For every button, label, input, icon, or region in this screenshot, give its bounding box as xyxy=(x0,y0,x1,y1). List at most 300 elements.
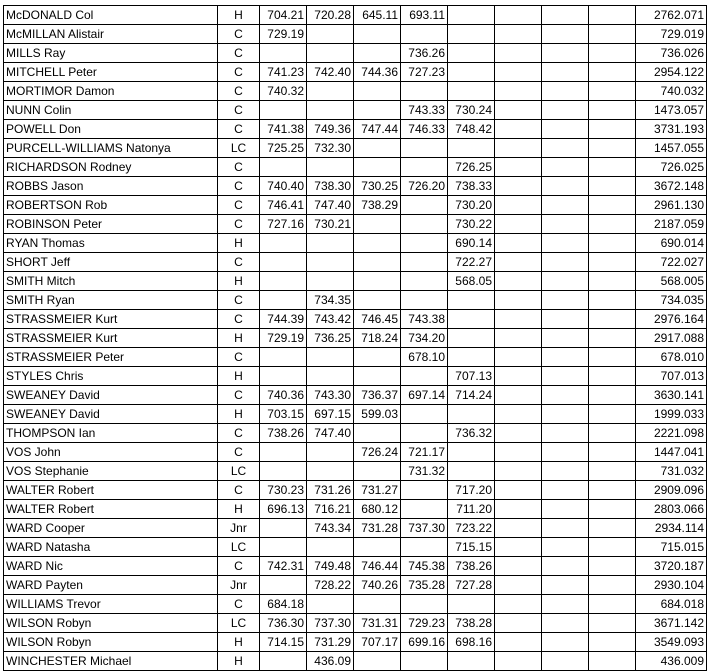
score-cell xyxy=(354,253,401,272)
score-cell xyxy=(542,139,589,158)
score-cell xyxy=(589,538,636,557)
class-cell: C xyxy=(218,120,260,139)
score-cell: 740.36 xyxy=(260,386,307,405)
score-cell xyxy=(495,291,542,310)
class-cell: LC xyxy=(218,462,260,481)
score-cell: 744.36 xyxy=(354,63,401,82)
competitor-name: MITCHELL Peter xyxy=(4,63,218,82)
class-cell: LC xyxy=(218,139,260,158)
total-cell: 3672.148 xyxy=(636,177,707,196)
score-cell xyxy=(495,500,542,519)
score-cell xyxy=(495,177,542,196)
table-row xyxy=(4,595,707,614)
table-row xyxy=(4,652,707,671)
score-cell: 740.40 xyxy=(260,177,307,196)
score-cell xyxy=(401,291,448,310)
score-cell xyxy=(354,595,401,614)
score-cell xyxy=(495,310,542,329)
score-cell xyxy=(589,196,636,215)
score-cell xyxy=(354,25,401,44)
score-cell: 736.32 xyxy=(448,424,495,443)
total-cell: 2934.114 xyxy=(636,519,707,538)
score-cell: 747.40 xyxy=(307,424,354,443)
score-cell xyxy=(401,538,448,557)
score-cell: 742.40 xyxy=(307,63,354,82)
score-cell xyxy=(401,595,448,614)
competitor-name: RICHARDSON Rodney xyxy=(4,158,218,177)
score-cell xyxy=(542,348,589,367)
score-cell xyxy=(401,481,448,500)
competitor-name: SMITH Mitch xyxy=(4,272,218,291)
competitor-name: WARD Cooper xyxy=(4,519,218,538)
competitor-name: McDONALD Col xyxy=(4,6,218,25)
score-cell xyxy=(589,462,636,481)
table-row xyxy=(4,6,707,25)
score-cell xyxy=(307,44,354,63)
score-cell xyxy=(542,424,589,443)
score-cell xyxy=(542,253,589,272)
total-cell: 3630.141 xyxy=(636,386,707,405)
score-cell xyxy=(495,481,542,500)
score-cell xyxy=(542,82,589,101)
score-cell xyxy=(260,519,307,538)
score-cell: 727.16 xyxy=(260,215,307,234)
score-cell: 726.25 xyxy=(448,158,495,177)
score-cell: 726.20 xyxy=(401,177,448,196)
score-cell: 699.16 xyxy=(401,633,448,652)
score-cell xyxy=(260,443,307,462)
score-cell: 715.15 xyxy=(448,538,495,557)
score-cell xyxy=(401,405,448,424)
score-cell xyxy=(307,82,354,101)
competitor-name: WALTER Robert xyxy=(4,500,218,519)
score-cell xyxy=(260,291,307,310)
total-cell: 736.026 xyxy=(636,44,707,63)
score-cell: 731.29 xyxy=(307,633,354,652)
class-cell: C xyxy=(218,101,260,120)
total-cell: 2976.164 xyxy=(636,310,707,329)
score-cell: 748.42 xyxy=(448,120,495,139)
score-cell: 727.23 xyxy=(401,63,448,82)
score-cell xyxy=(589,652,636,671)
score-cell xyxy=(260,158,307,177)
score-cell: 734.20 xyxy=(401,329,448,348)
score-cell xyxy=(495,443,542,462)
score-cell xyxy=(589,424,636,443)
competitor-name: SWEANEY David xyxy=(4,405,218,424)
total-cell: 1999.033 xyxy=(636,405,707,424)
score-cell xyxy=(542,291,589,310)
score-cell xyxy=(495,386,542,405)
total-cell: 1473.057 xyxy=(636,101,707,120)
total-cell: 3720.187 xyxy=(636,557,707,576)
score-cell: 729.19 xyxy=(260,329,307,348)
score-cell xyxy=(542,101,589,120)
score-cell: 741.38 xyxy=(260,120,307,139)
score-cell: 743.30 xyxy=(307,386,354,405)
score-cell xyxy=(542,443,589,462)
score-cell: 718.24 xyxy=(354,329,401,348)
score-cell xyxy=(589,6,636,25)
class-cell: C xyxy=(218,424,260,443)
score-cell xyxy=(495,462,542,481)
table-row xyxy=(4,215,707,234)
score-cell xyxy=(495,158,542,177)
score-cell xyxy=(495,576,542,595)
table-row xyxy=(4,272,707,291)
class-cell: Jnr xyxy=(218,519,260,538)
score-cell: 727.28 xyxy=(448,576,495,595)
score-cell xyxy=(542,234,589,253)
score-cell xyxy=(495,63,542,82)
table-row xyxy=(4,557,707,576)
score-cell xyxy=(542,557,589,576)
score-cell: 737.30 xyxy=(307,614,354,633)
score-cell xyxy=(307,101,354,120)
table-row xyxy=(4,234,707,253)
score-cell: 697.14 xyxy=(401,386,448,405)
score-cell: 730.25 xyxy=(354,177,401,196)
results-rows xyxy=(4,6,707,671)
class-cell: C xyxy=(218,291,260,310)
competitor-name: WINCHESTER Michael xyxy=(4,652,218,671)
score-cell xyxy=(542,158,589,177)
score-cell xyxy=(542,215,589,234)
score-cell: 740.32 xyxy=(260,82,307,101)
table-row xyxy=(4,500,707,519)
score-cell xyxy=(542,177,589,196)
score-cell xyxy=(401,25,448,44)
competitor-name: RYAN Thomas xyxy=(4,234,218,253)
competitor-name: SHORT Jeff xyxy=(4,253,218,272)
score-cell xyxy=(589,63,636,82)
score-cell xyxy=(495,424,542,443)
class-cell: H xyxy=(218,652,260,671)
score-cell xyxy=(448,462,495,481)
score-cell: 738.33 xyxy=(448,177,495,196)
table-row xyxy=(4,177,707,196)
score-cell xyxy=(354,538,401,557)
class-cell: LC xyxy=(218,614,260,633)
score-cell xyxy=(354,139,401,158)
score-cell xyxy=(495,82,542,101)
total-cell: 734.035 xyxy=(636,291,707,310)
score-cell: 744.39 xyxy=(260,310,307,329)
score-cell xyxy=(307,253,354,272)
score-cell xyxy=(354,367,401,386)
score-cell xyxy=(307,25,354,44)
class-cell: C xyxy=(218,158,260,177)
class-cell: C xyxy=(218,63,260,82)
class-cell: H xyxy=(218,272,260,291)
table-row xyxy=(4,44,707,63)
score-cell xyxy=(589,253,636,272)
score-cell: 743.33 xyxy=(401,101,448,120)
score-cell xyxy=(589,614,636,633)
total-cell: 684.018 xyxy=(636,595,707,614)
score-cell xyxy=(448,25,495,44)
score-cell xyxy=(260,44,307,63)
score-cell xyxy=(401,272,448,291)
score-cell xyxy=(307,462,354,481)
score-cell xyxy=(542,519,589,538)
score-cell: 731.27 xyxy=(354,481,401,500)
total-cell: 715.015 xyxy=(636,538,707,557)
total-cell: 726.025 xyxy=(636,158,707,177)
table-row xyxy=(4,348,707,367)
score-cell: 731.32 xyxy=(401,462,448,481)
score-cell: 599.03 xyxy=(354,405,401,424)
competitor-name: WILSON Robyn xyxy=(4,633,218,652)
score-cell: 730.24 xyxy=(448,101,495,120)
score-cell xyxy=(495,633,542,652)
table-row xyxy=(4,158,707,177)
table-row xyxy=(4,633,707,652)
score-cell: 696.13 xyxy=(260,500,307,519)
table-row xyxy=(4,386,707,405)
total-cell: 2762.071 xyxy=(636,6,707,25)
score-cell xyxy=(542,538,589,557)
class-cell: C xyxy=(218,310,260,329)
table-row xyxy=(4,120,707,139)
score-cell xyxy=(589,44,636,63)
class-cell: Jnr xyxy=(218,576,260,595)
score-cell: 747.40 xyxy=(307,196,354,215)
score-cell: 721.17 xyxy=(401,443,448,462)
score-cell: 725.25 xyxy=(260,139,307,158)
competitor-name: STRASSMEIER Kurt xyxy=(4,310,218,329)
score-cell xyxy=(448,291,495,310)
score-cell xyxy=(260,234,307,253)
score-cell: 704.21 xyxy=(260,6,307,25)
score-cell xyxy=(589,177,636,196)
score-cell: 680.12 xyxy=(354,500,401,519)
score-cell xyxy=(589,158,636,177)
score-cell: 703.15 xyxy=(260,405,307,424)
score-cell: 738.29 xyxy=(354,196,401,215)
table-row xyxy=(4,462,707,481)
score-cell: 730.20 xyxy=(448,196,495,215)
score-cell xyxy=(589,329,636,348)
score-cell: 722.27 xyxy=(448,253,495,272)
competitor-name: ROBERTSON Rob xyxy=(4,196,218,215)
class-cell: C xyxy=(218,215,260,234)
total-cell: 2221.098 xyxy=(636,424,707,443)
score-cell: 742.31 xyxy=(260,557,307,576)
score-cell xyxy=(495,44,542,63)
competitor-name: WARD Nic xyxy=(4,557,218,576)
score-cell xyxy=(448,6,495,25)
score-cell xyxy=(354,424,401,443)
competitor-name: MORTIMOR Damon xyxy=(4,82,218,101)
class-cell: LC xyxy=(218,538,260,557)
total-cell: 436.009 xyxy=(636,652,707,671)
table-row xyxy=(4,405,707,424)
score-cell: 740.26 xyxy=(354,576,401,595)
score-cell xyxy=(448,652,495,671)
table-row xyxy=(4,481,707,500)
score-cell xyxy=(354,272,401,291)
score-cell xyxy=(542,6,589,25)
score-cell: 746.33 xyxy=(401,120,448,139)
table-row xyxy=(4,291,707,310)
score-cell xyxy=(401,139,448,158)
score-cell xyxy=(401,158,448,177)
competitor-name: ROBBS Jason xyxy=(4,177,218,196)
score-cell xyxy=(401,424,448,443)
total-cell: 2917.088 xyxy=(636,329,707,348)
score-cell xyxy=(542,386,589,405)
score-cell xyxy=(542,633,589,652)
score-cell xyxy=(401,500,448,519)
competitor-name: WARD Natasha xyxy=(4,538,218,557)
score-cell: 746.41 xyxy=(260,196,307,215)
score-cell: 736.25 xyxy=(307,329,354,348)
score-cell: 723.22 xyxy=(448,519,495,538)
table-row xyxy=(4,424,707,443)
score-cell xyxy=(354,82,401,101)
competitor-name: WILSON Robyn xyxy=(4,614,218,633)
table-row xyxy=(4,253,707,272)
score-cell xyxy=(401,82,448,101)
score-cell: 738.30 xyxy=(307,177,354,196)
score-cell xyxy=(354,652,401,671)
competitor-name: SMITH Ryan xyxy=(4,291,218,310)
class-cell: C xyxy=(218,481,260,500)
competitor-name: SWEANEY David xyxy=(4,386,218,405)
table-row xyxy=(4,196,707,215)
score-cell xyxy=(495,652,542,671)
score-cell xyxy=(448,443,495,462)
score-cell xyxy=(589,481,636,500)
class-cell: H xyxy=(218,633,260,652)
score-cell: 693.11 xyxy=(401,6,448,25)
score-cell xyxy=(495,272,542,291)
score-cell xyxy=(495,101,542,120)
score-cell: 730.22 xyxy=(448,215,495,234)
total-cell: 3731.193 xyxy=(636,120,707,139)
score-cell xyxy=(401,234,448,253)
competitor-name: VOS Stephanie xyxy=(4,462,218,481)
score-cell xyxy=(495,120,542,139)
score-cell xyxy=(589,291,636,310)
score-cell xyxy=(495,6,542,25)
class-cell: H xyxy=(218,329,260,348)
score-cell xyxy=(260,462,307,481)
score-cell: 716.21 xyxy=(307,500,354,519)
score-cell xyxy=(589,519,636,538)
score-cell xyxy=(260,576,307,595)
score-cell xyxy=(542,272,589,291)
score-cell xyxy=(542,576,589,595)
table-row xyxy=(4,329,707,348)
results-table xyxy=(3,5,707,671)
score-cell xyxy=(495,595,542,614)
competitor-name: McMILLAN Alistair xyxy=(4,25,218,44)
score-cell: 747.44 xyxy=(354,120,401,139)
score-cell: 736.37 xyxy=(354,386,401,405)
score-cell xyxy=(542,481,589,500)
score-cell xyxy=(542,614,589,633)
score-cell xyxy=(307,443,354,462)
score-cell: 729.19 xyxy=(260,25,307,44)
competitor-name: WALTER Robert xyxy=(4,481,218,500)
score-cell xyxy=(542,329,589,348)
table-row xyxy=(4,139,707,158)
table-row xyxy=(4,101,707,120)
table-row xyxy=(4,63,707,82)
class-cell: C xyxy=(218,177,260,196)
score-cell: 736.30 xyxy=(260,614,307,633)
competitor-name: WILLIAMS Trevor xyxy=(4,595,218,614)
score-cell xyxy=(589,443,636,462)
total-cell: 2187.059 xyxy=(636,215,707,234)
score-cell xyxy=(401,367,448,386)
score-cell xyxy=(495,367,542,386)
score-cell: 707.17 xyxy=(354,633,401,652)
total-cell: 731.032 xyxy=(636,462,707,481)
score-cell: 743.38 xyxy=(401,310,448,329)
score-cell: 743.34 xyxy=(307,519,354,538)
score-cell xyxy=(495,25,542,44)
score-cell xyxy=(354,234,401,253)
table-row xyxy=(4,310,707,329)
score-cell xyxy=(589,367,636,386)
score-cell xyxy=(401,215,448,234)
score-cell xyxy=(542,405,589,424)
score-cell xyxy=(589,234,636,253)
score-cell xyxy=(589,82,636,101)
score-cell xyxy=(307,234,354,253)
total-cell: 1457.055 xyxy=(636,139,707,158)
score-cell xyxy=(448,329,495,348)
score-cell xyxy=(589,557,636,576)
score-cell: 736.26 xyxy=(401,44,448,63)
score-cell xyxy=(589,348,636,367)
competitor-name: ROBINSON Peter xyxy=(4,215,218,234)
score-cell: 731.26 xyxy=(307,481,354,500)
competitor-name: PURCELL-WILLIAMS Natonya xyxy=(4,139,218,158)
class-cell: H xyxy=(218,367,260,386)
score-cell xyxy=(401,253,448,272)
class-cell: H xyxy=(218,234,260,253)
score-cell: 436.09 xyxy=(307,652,354,671)
total-cell: 2909.096 xyxy=(636,481,707,500)
score-cell: 711.20 xyxy=(448,500,495,519)
score-cell xyxy=(401,196,448,215)
score-cell xyxy=(495,405,542,424)
score-cell xyxy=(448,595,495,614)
table-row xyxy=(4,82,707,101)
class-cell: C xyxy=(218,25,260,44)
score-cell xyxy=(354,291,401,310)
score-cell xyxy=(589,25,636,44)
score-cell: 749.48 xyxy=(307,557,354,576)
score-cell xyxy=(495,139,542,158)
score-cell: 729.23 xyxy=(401,614,448,633)
score-cell: 728.22 xyxy=(307,576,354,595)
score-cell: 707.13 xyxy=(448,367,495,386)
score-cell: 732.30 xyxy=(307,139,354,158)
score-cell xyxy=(589,139,636,158)
score-cell: 730.23 xyxy=(260,481,307,500)
score-cell: 734.35 xyxy=(307,291,354,310)
score-cell: 741.23 xyxy=(260,63,307,82)
score-cell xyxy=(542,595,589,614)
total-cell: 3671.142 xyxy=(636,614,707,633)
score-cell xyxy=(260,538,307,557)
score-cell: 714.24 xyxy=(448,386,495,405)
